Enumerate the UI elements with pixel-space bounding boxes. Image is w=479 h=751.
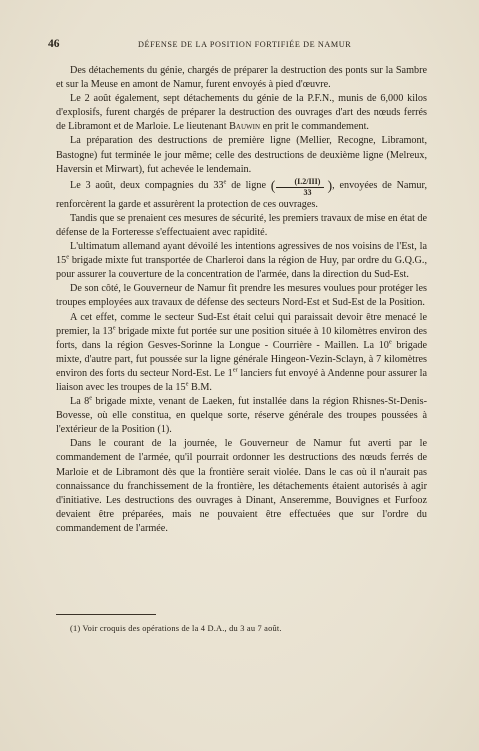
paragraph-6 [56,240,427,282]
paragraph-8-d: lanciers fut envoyé à Andenne pour assurer la liaison avec les troupes de la 15 [56,367,427,393]
paragraph-9-end: brigade mixte, venant de Laeken, fut installée dans la région Rhisnes-St-Denis-Bovesse, où elle constitua, en quelque sorte, réserve générale des troupes poussées à l'extérieur de la Position (1). [56,396,427,436]
footnote: (1) Voir croquis des opérations de la 4 D.A., du 3 au 7 août. [70,624,282,633]
superscript: e [388,338,392,346]
paragraph-4 [56,177,427,212]
paragraph-4-end: , envoyées de Namur, renforcèrent la garde et assurèrent la protection de ces ouvrages. [56,179,427,210]
superscript: e [223,178,227,186]
running-title: DÉFENSE DE LA POSITION FORTIFIÉE DE NAMUR [138,40,352,49]
paragraph-8 [56,311,427,396]
page-number: 46 [48,38,60,50]
paragraph-6-end: brigade mixte fut transportée de Charleroi dans la région de Huy, par ordre du G.Q.G., pour assurer la couverture de la concentration de l'armée, dans la direction du Sud-Est. [56,255,427,281]
paragraph-3: La préparation des destructions de première ligne (Mellier, Recogne, Libramont, Bastogne) fut terminée le jour même; celle des destructions de deuxième ligne (Melreux, Haversin et Mirwart), fut achevée le lendemain. [56,135,427,175]
close-paren: ) [327,178,333,194]
paragraph-8-c: brigade mixte, d'autre part, fut poussée sur la ligne générale Hingeon-Vezin-Sclayn, à 7 kilomètres environ des forts du secteur Nord-Est. Le 1 [56,339,427,379]
superscript: e [66,253,70,261]
paragraph-4-mid: de ligne [226,179,271,191]
fraction-denominator: 33 [303,187,312,197]
paragraph-6-start: L'ultimatum allemand ayant dévoilé les intentions agressives de nos voisins de l'Est, la 15 [56,241,427,267]
paragraph-9 [56,395,427,437]
superscript: e [185,380,189,388]
body-text [56,64,427,536]
superscript: er [232,366,238,374]
paragraph-5: Tandis que se prenaient ces mesures de sécurité, les premiers travaux de mise en état de défense de la Forteresse s'effectuaient avec rapidité. [56,212,427,238]
paragraph-9-start: La 8 [70,396,90,408]
footnote-divider [56,614,156,615]
page-header [48,38,431,52]
unit-fraction [276,177,324,198]
person-name: Bauwin [229,121,261,133]
paragraph-2 [56,92,427,134]
paragraph-7: De son côté, le Gouverneur de Namur fit prendre les mesures voulues pour protéger les troupes employées aux travaux de défense des secteurs Nord-Est et Sud-Est de la Position. [56,283,427,309]
paragraph-2-end: en prit le commandement. [260,121,369,133]
superscript: e [112,324,116,332]
paragraph-1: Des détachements du génie, chargés de préparer la destruction des ponts sur la Sambre et sur la Meuse en amont de Namur, furent envoyés à pied d'œuvre. [56,65,427,91]
fraction-numerator: (I.2/III) [276,177,324,188]
open-paren: ( [270,178,276,194]
paragraph-8-e: B.M. [188,381,212,393]
paragraph-2-text: Le 2 août également, sept détachements du génie de la P.F.N., munis de 6,000 kilos d'explosifs, furent chargés de préparer la destruction des ouvrages d'art des nœuds ferrés de Libramont et de Marloie. Le lieutenant [56,93,427,133]
paragraph-4-start: Le 3 août, deux compagnies du 33 [70,179,224,191]
paragraph-8-a: A cet effet, comme le secteur Sud-Est était celui qui paraissait devoir être menacé le premier, la 13 [56,311,427,337]
paragraph-8-b: brigade mixte fut portée sur une position située à 10 kilomètres environ des forts, dans la région Gesves-Sorinne la Longue - Courrière - Maillen. La 10 [56,325,427,351]
paragraph-10: Dans le courant de la journée, le Gouverneur de Namur fut averti par le commandement de l'armée, qu'il pourrait ordonner les destructions des nœuds ferrés de Marloie et de Libramont dès que la frontière serait violée. Dans le cas où il n'aurait pas connaissance du franchissement de la frontière, les détachements étaient autorisés à agir d'initiative. Les destructions des ouvrages à Dinant, Anseremme, Bouvignes et Furfooz devaient être préparées, mais ne pouvaient être effectuées que sur l'ordre du commandement de l'armée. [56,438,427,534]
superscript: e [89,394,93,402]
